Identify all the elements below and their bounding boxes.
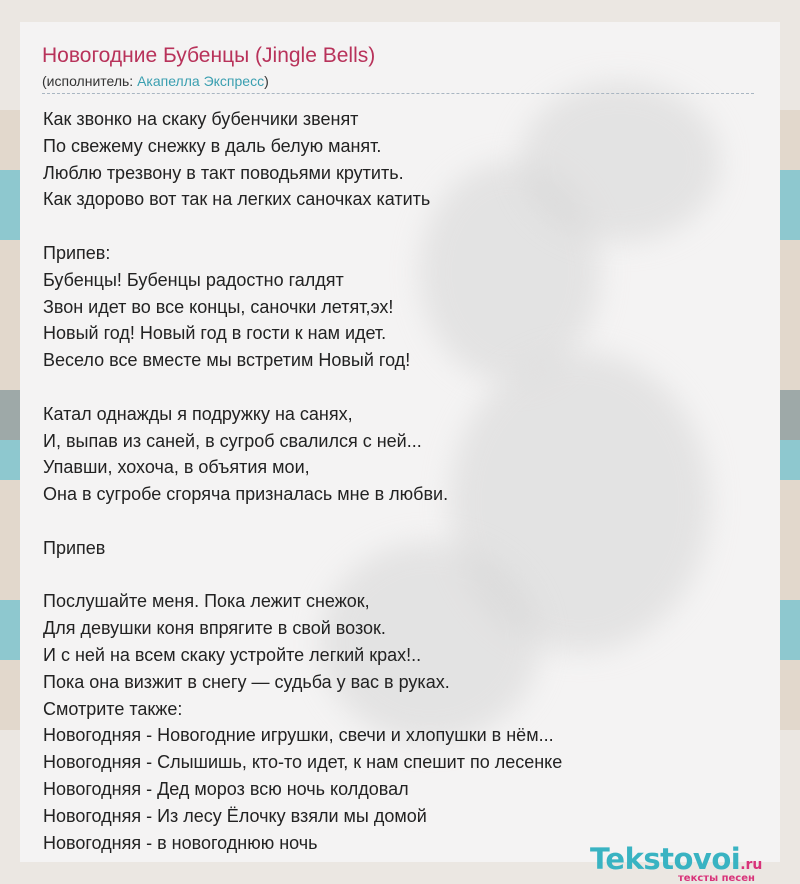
lyric-line: Весело все вместе мы встретим Новый год! xyxy=(43,350,411,371)
artist-suffix: ) xyxy=(264,73,269,89)
lyrics-text xyxy=(43,106,743,856)
lyric-line: И, выпав из саней, в сугроб свалился с ней... xyxy=(43,430,422,451)
lyrics-card xyxy=(20,22,780,884)
lyric-blank-line xyxy=(43,374,743,401)
artist-line xyxy=(42,73,269,89)
lyric-line: Как здорово вот так на легких саночках катить xyxy=(43,189,431,210)
lyric-line: Катал однажды я подружку на санях, xyxy=(43,403,353,424)
see-also-heading: Смотрите также: xyxy=(43,698,183,719)
title-divider xyxy=(42,93,754,94)
lyric-line: Припев: xyxy=(43,242,111,263)
lyric-line: Звон идет во все концы, саночки летят,эх! xyxy=(43,296,394,317)
see-also-link[interactable]: Новогодняя - Новогодние игрушки, свечи и хлопушки в нём... xyxy=(43,725,554,746)
lyric-line: Припев xyxy=(43,537,106,558)
lyric-line: Как звонко на скаку бубенчики звенят xyxy=(43,109,359,129)
lyric-line: Бубенцы! Бубенцы радостно галдят xyxy=(43,269,344,290)
lyric-blank-line xyxy=(43,213,743,240)
see-also-link[interactable]: Новогодняя - Дед мороз всю ночь колдовал xyxy=(43,778,409,799)
lyric-blank-line xyxy=(43,562,743,589)
logo-name: Tekstovoi xyxy=(590,842,741,876)
artist-link[interactable]: Акапелла Экспресс xyxy=(137,73,265,89)
logo-tagline: тексты песен xyxy=(678,873,755,884)
lyric-line: Послушайте меня. Пока лежит снежок, xyxy=(43,591,370,612)
lyric-line: Новый год! Новый год в гости к нам идет. xyxy=(43,323,387,344)
lyric-line: Она в сугробе сгоряча призналась мне в любви. xyxy=(43,484,449,505)
lyric-line: Пока она визжит в снегу — судьба у вас в руках. xyxy=(43,671,450,692)
song-title: Новогодние Бубенцы (Jingle Bells) xyxy=(42,44,376,67)
lyric-line: Для девушки коня впрягите в свой возок. xyxy=(43,618,386,639)
see-also-link[interactable]: Новогодняя - Слышишь, кто-то идет, к нам спешит по лесенке xyxy=(43,752,563,773)
lyric-blank-line xyxy=(43,508,743,535)
see-also-link[interactable]: Новогодняя - Из лесу Ёлочку взяли мы домой xyxy=(43,805,427,826)
lyric-line: И с ней на всем скаку устройте легкий крах!.. xyxy=(43,644,422,665)
lyric-line: Упавши, хохоча, в объятия мои, xyxy=(43,457,310,478)
logo-tld: .ru xyxy=(740,857,763,873)
artist-prefix: (исполнитель: xyxy=(42,73,138,89)
lyric-line: Люблю трезвону в такт поводьями крутить. xyxy=(43,162,404,183)
site-logo[interactable] xyxy=(590,842,763,884)
see-also-link[interactable]: Новогодняя - в новогоднюю ночь xyxy=(43,832,318,853)
lyric-line: По свежему снежку в даль белую манят. xyxy=(43,135,382,156)
